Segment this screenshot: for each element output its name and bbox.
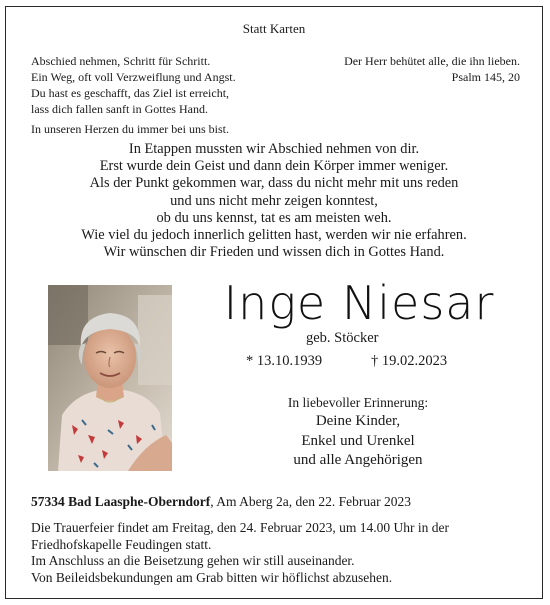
header-statt-karten: Statt Karten <box>242 21 306 36</box>
funeral-info <box>31 520 449 586</box>
bible-verse: Der Herr behütet alle, die ihn lieben. <box>344 54 520 68</box>
verse-line: Ein Weg, oft voll Verzweiflung und Angst. <box>31 70 236 84</box>
city: 57334 Bad Laasphe-Oberndorf <box>31 494 211 509</box>
family-line: Enkel und Urenkel <box>301 432 415 449</box>
death-date: † 19.02.2023 <box>371 353 448 369</box>
place-date-line <box>31 494 411 510</box>
poem <box>6 141 542 261</box>
poem-line: Wir wünschen dir Frieden und wissen dich in Gottes Hand. <box>103 244 445 261</box>
family-line: und alle Angehörigen <box>293 452 423 468</box>
funeral-line: Die Trauerfeier findet am Freitag, den 24. Februar 2023, um 14.00 Uhr in der <box>31 520 450 535</box>
obituary-card <box>5 6 543 599</box>
life-dates <box>246 353 506 370</box>
deceased-name: Inge Niesar <box>223 276 495 330</box>
poem-line: Als der Punkt gekommen war, dass du nicht mehr mit uns reden <box>89 175 459 192</box>
poem-line: Wie viel du jedoch innerlich gelitten hast, werden wir nie erfahren. <box>81 227 467 244</box>
memory-intro: In liebevoller Erinnerung: <box>287 395 429 410</box>
maiden-name: geb. Stöcker <box>306 330 379 346</box>
portrait-photo <box>48 285 172 471</box>
address-date: , Am Aberg 2a, den 22. Februar 2023 <box>210 494 412 509</box>
verse-line: Abschied nehmen, Schritt für Schritt. <box>31 54 211 68</box>
verse-line: lass dich fallen sanft in Gottes Hand. <box>31 102 208 116</box>
funeral-line: Im Anschluss an die Beisetzung gehen wir still auseinander. <box>31 553 355 568</box>
funeral-line: Von Beileidsbekundungen am Grab bitten wir höflichst abzusehen. <box>31 569 393 585</box>
verse-right <box>344 53 520 85</box>
poem-line: Erst wurde dein Geist und dann dein Körper immer weniger. <box>99 158 449 175</box>
birth-date: * 13.10.1939 <box>246 353 323 369</box>
verse-left <box>31 53 236 137</box>
verse-closing: In unseren Herzen du immer bei uns bist. <box>31 122 229 136</box>
memory-block <box>236 394 480 471</box>
poem-line: und uns nicht mehr zeigen konntest, <box>170 192 378 209</box>
bible-source: Psalm 145, 20 <box>451 70 520 84</box>
funeral-line: Friedhofskapelle Feudingen statt. <box>31 536 212 552</box>
poem-line: ob du uns kennst, tat es am meisten weh. <box>156 209 392 226</box>
poem-line: In Etappen mussten wir Abschied nehmen von dir. <box>128 141 420 157</box>
family-line: Deine Kinder, <box>315 413 401 429</box>
portrait-photo-icon <box>48 285 172 471</box>
verse-line: Du hast es geschafft, das Ziel ist erreicht, <box>31 86 230 100</box>
